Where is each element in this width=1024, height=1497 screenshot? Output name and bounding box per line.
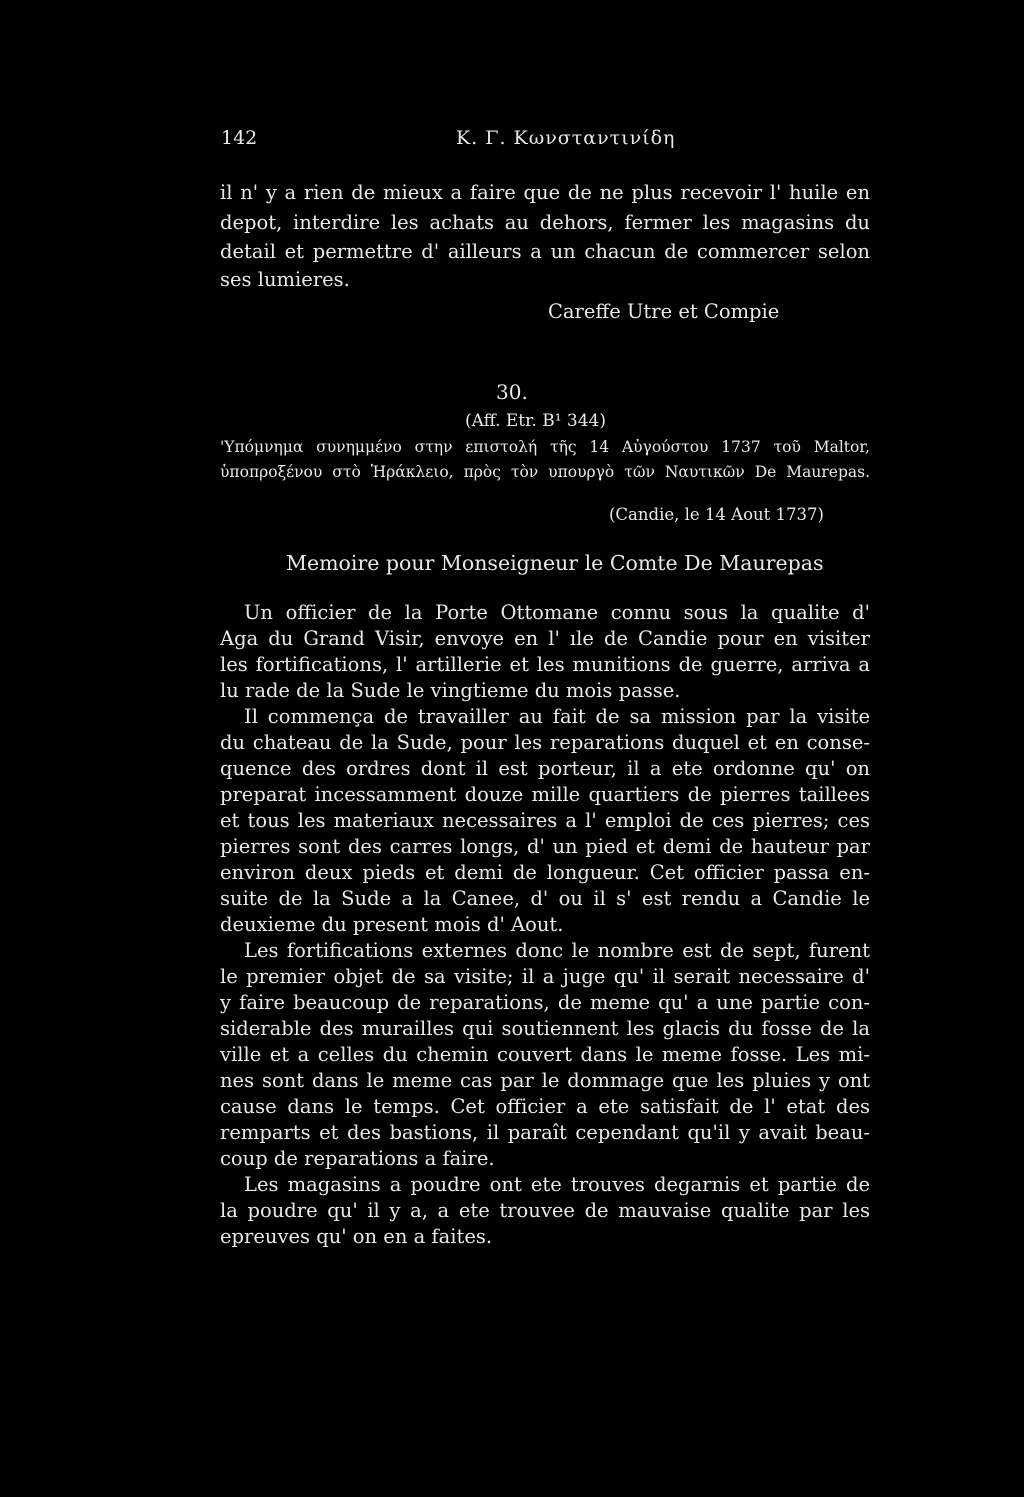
document-number: 30. bbox=[496, 380, 528, 404]
paragraph-line: depot, interdire les achats au dehors, fermer les magasins du bbox=[220, 211, 870, 234]
paragraph-line: pierres sont des carres longs, d' un pied et demi de hauteur par bbox=[220, 835, 870, 858]
paragraph-line: cause dans le temps. Cet officier a ete satisfait de l' etat des bbox=[220, 1095, 870, 1118]
paragraph-line: epreuves qu' on en a faites. bbox=[220, 1225, 493, 1248]
paragraph-line: Les magasins a poudre ont ete trouves degarnis et partie de bbox=[244, 1173, 870, 1196]
paragraph-line: Les fortifications externes donc le nombre est de sept, furent bbox=[244, 939, 870, 962]
paragraph-line: deuxieme du present mois d' Aout. bbox=[220, 913, 564, 936]
paragraph-line: siderable des murailles qui soutiennent les glacis du fosse de la bbox=[220, 1017, 870, 1040]
paragraph-line: remparts et des bastions, il paraît cependant qu'il y avait beau- bbox=[220, 1121, 870, 1144]
paragraph-line: le premier objet de sa visite; il a juge qu' il serait necessaire d' bbox=[220, 965, 870, 988]
paragraph-line: coup de reparations a faire. bbox=[220, 1147, 495, 1170]
paragraph-line: il n' y a rien de mieux a faire que de ne plus recevoir l' huile en bbox=[220, 181, 870, 204]
paragraph-line: lu rade de la Sude le vingtieme du mois passe. bbox=[220, 679, 681, 702]
page-number: 142 bbox=[221, 127, 258, 149]
paragraph-line: preparat incessamment douze mille quartiers de pierres taillees bbox=[220, 783, 870, 806]
summary-line: ὑποπροξένου στὸ Ἡράκλειο, πρὸς τὸν υπουργὸ τῶν Ναυτικῶν De Maurepas. bbox=[220, 463, 870, 481]
page-header bbox=[221, 127, 871, 151]
signature: Careffe Utre et Compie bbox=[548, 300, 780, 323]
dateline: (Candie, le 14 Aout 1737) bbox=[609, 505, 824, 524]
paragraph-line: Il commença de travailler au fait de sa mission par la visite bbox=[244, 705, 870, 728]
summary-line: 'Υπόμνημα συνημμένο στην επιστολή τῆς 14 Αὐγούστου 1737 τοῦ Maltor, bbox=[220, 438, 870, 456]
running-head: K. Γ. Κωνσταντινίδη bbox=[456, 127, 676, 149]
archive-reference: (Aff. Etr. B¹ 344) bbox=[465, 411, 606, 431]
paragraph-line: suite de la Sude a la Canee, d' ou il s' est rendu a Candie le bbox=[220, 887, 870, 910]
paragraph-line: environ deux pieds et demi de longueur. Cet officier passa en- bbox=[220, 861, 870, 884]
paragraph-line: y faire beaucoup de reparations, de meme qu' a une partie con- bbox=[220, 991, 870, 1014]
paragraph-line: quence des ordres dont il est porteur, il a ete ordonne qu' on bbox=[220, 757, 870, 780]
memoir-title: Memoire pour Monseigneur le Comte De Maurepas bbox=[286, 551, 824, 575]
paragraph-line: du chateau de la Sude, pour les reparations duquel et en conse- bbox=[220, 731, 870, 754]
paragraph-line: ville et a celles du chemin couvert dans le meme fosse. Les mi- bbox=[220, 1043, 870, 1066]
paragraph-line: Un officier de la Porte Ottomane connu sous la qualite d' bbox=[244, 601, 870, 624]
paragraph-line: les fortifications, l' artillerie et les munitions de guerre, arriva a bbox=[220, 653, 870, 676]
paragraph-line: la poudre qu' il y a, a ete trouvee de mauvaise qualite par les bbox=[220, 1199, 870, 1222]
paragraph-line: nes sont dans le meme cas par le dommage que les pluies y ont bbox=[220, 1069, 870, 1092]
paragraph-line: detail et permettre d' ailleurs a un chacun de commercer selon bbox=[220, 240, 870, 263]
paragraph-line: et tous les materiaux necessaires a l' emploi de ces pierres; ces bbox=[220, 809, 870, 832]
paragraph-line: ses lumieres. bbox=[220, 268, 350, 291]
paragraph-line: Aga du Grand Visir, envoye en l' ıle de Candie pour en visiter bbox=[220, 627, 870, 650]
